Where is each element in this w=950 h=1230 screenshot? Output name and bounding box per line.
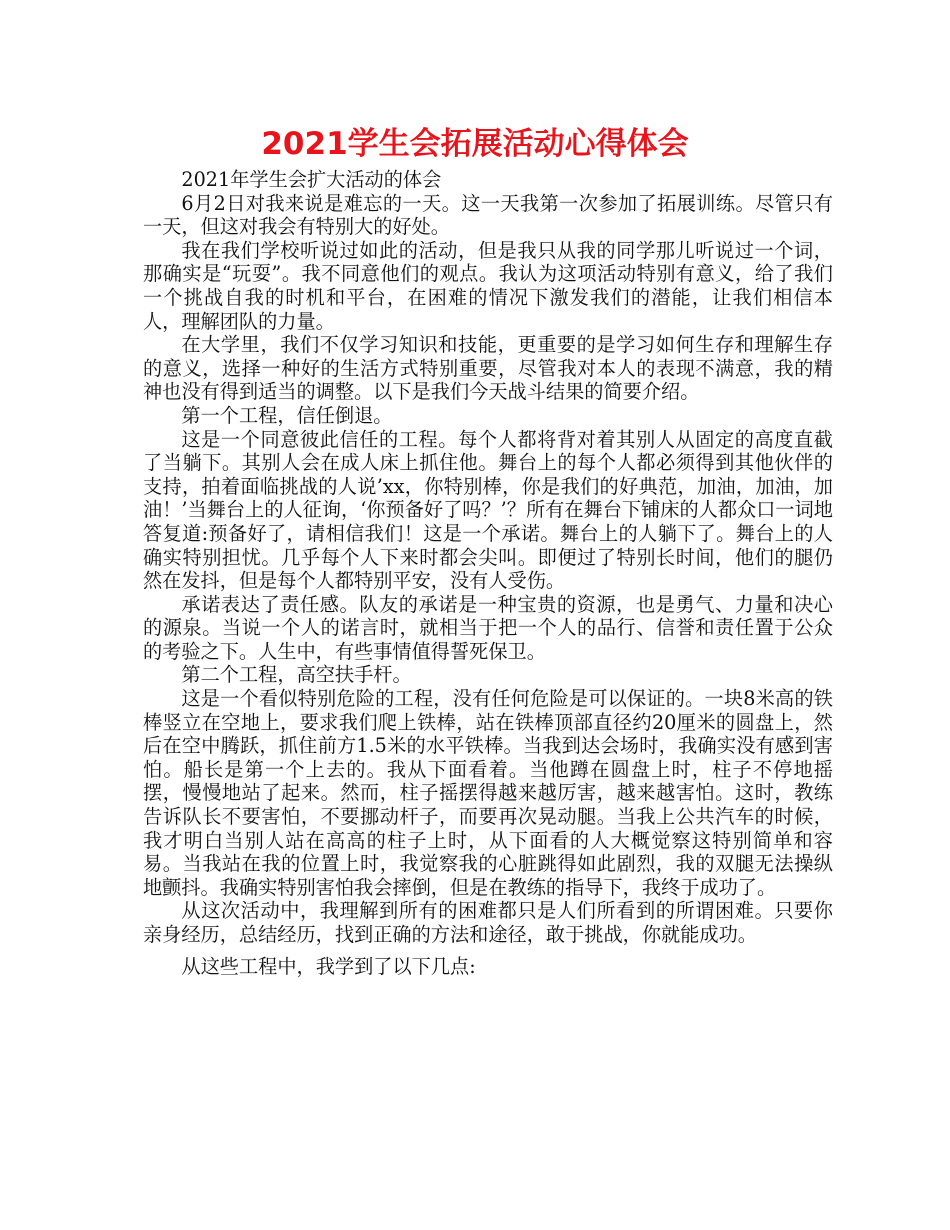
paragraph: 承诺表达了责任感。队友的承诺是一种宝贵的资源，也是勇气、力量和决心的源泉。当说一个人的诺言时，就相当于把一个人的品行、信誉和责任置于公众的考验之下。人生中，有些事情值得誓死保卫。 [143,592,833,663]
paragraph: 在大学里，我们不仅学习知识和技能，更重要的是学习如何生存和理解生存的意义，选择一种好的生活方式特别重要，尽管我对本人的表现不满意，我的精神也没有得到适当的调整。以下是我们今天战斗结果的简要介绍。 [143,333,833,404]
paragraph: 从这次活动中，我理解到所有的困难都只是人们所看到的所谓困难。只要你亲身经历，总结经历，找到正确的方法和途径，敢于挑战，你就能成功。 [143,899,833,946]
paragraph: 第二个工程，高空扶手杆。 [181,663,412,687]
paragraph: 第一个工程，信任倒退。 [181,403,393,427]
paragraph: 我在我们学校听说过如此的活动，但是我只从我的同学那儿听说过一个词，那确实是“玩耍”。我不同意他们的观点。我认为这项活动特别有意义，给了我们一个挑战自我的时机和平台，在困难的情况下激发我们的潜能，让我们相信本人，理解团队的力量。 [143,238,833,333]
paragraph: 6月2日对我来说是难忘的一天。这一天我第一次参加了拓展训练。尽管只有一天，但这对我会有特别大的好处。 [143,191,833,239]
paragraph: 这是一个同意彼此信任的工程。每个人都将背对着其别人从固定的高度直截了当躺下。其别人会在成人床上抓住他。舞台上的每个人都必须得到其他伙伴的支持，拍着面临挑战的人说’xx，你特别棒，你是我们的好典范，加油，加油，加油！’当舞台上的人征询，‘你预备好了吗？’？所有在舞台下铺床的人都众口一词地答复道:预备好了，请相信我们！这是一个承诺。舞台上的人躺下了。舞台上的人确实特别担忧。几乎每个人下来时都会尖叫。即便过了特别长时间，他们的腿仍然在发抖，但是每个人都特别平安，没有人受伤。 [143,427,833,593]
document-body [143,168,833,978]
document-title: 2021学生会拓展活动心得体会 [261,126,689,162]
paragraph: 这是一个看似特别危险的工程，没有任何危险是可以保证的。一块8米高的铁棒竖立在空地上，要求我们爬上铁棒，站在铁棒顶部直径约20厘米的圆盘上，然后在空中腾跃，抓住前方1.5米的水平铁棒。当我到达会场时，我确实没有感到害怕。船长是第一个上去的。我从下面看着。当他蹲在圆盘上时，柱子不停地摇摆，慢慢地站了起来。然而，柱子摇摆得越来越厉害，越来越害怕。这时，教练告诉队长不要害怕，不要挪动杆子，而要再次晃动腿。当我上公共汽车的时候，我才明白当别人站在高高的柱子上时，从下面看的人大概觉察这特别简单和容易。当我站在我的位置上时，我觉察我的心脏跳得如此剧烈，我的双腿无法操纵地颤抖。我确实特别害怕我会摔倒，但是在教练的指导下，我终于成功了。 [143,687,833,899]
paragraph: 2021年学生会扩大活动的体会 [181,168,442,191]
paragraph: 从这些工程中，我学到了以下几点: [181,954,476,978]
